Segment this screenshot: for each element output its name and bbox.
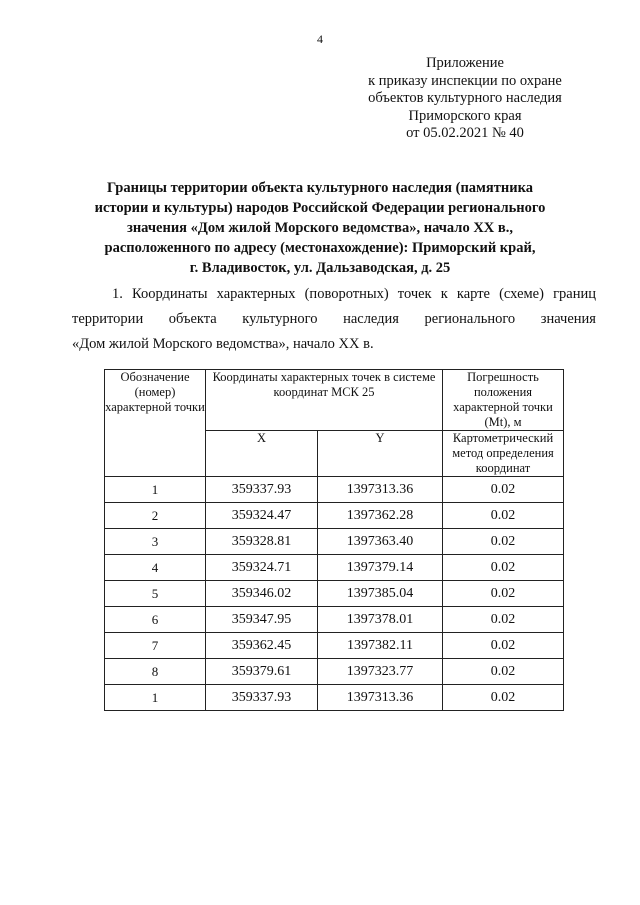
cell-x: 359337.93 — [206, 477, 318, 503]
table-row — [105, 503, 564, 529]
paragraph-word: территории — [72, 311, 144, 327]
cell-y: 1397363.40 — [318, 529, 443, 555]
title-line: г. Владивосток, ул. Дальзаводская, д. 25 — [189, 260, 451, 276]
cell-num: 4 — [105, 555, 206, 581]
title-line: истории и культуры) народов Российской Федерации регионального — [94, 200, 546, 216]
cell-x: 359324.71 — [206, 555, 318, 581]
table-row — [105, 529, 564, 555]
cell-y: 1397362.28 — [318, 503, 443, 529]
cell-x: 359347.95 — [206, 607, 318, 633]
cell-x: 359346.02 — [206, 581, 318, 607]
cell-num: 8 — [105, 659, 206, 685]
cell-y: 1397378.01 — [318, 607, 443, 633]
appendix-block — [350, 55, 580, 143]
cell-x: 359328.81 — [206, 529, 318, 555]
table-row — [105, 581, 564, 607]
appendix-line: к приказу инспекции по охране — [368, 72, 562, 89]
cell-y: 1397323.77 — [318, 659, 443, 685]
cell-y: 1397313.36 — [318, 477, 443, 503]
page-number: 4 — [317, 32, 323, 46]
document-title — [60, 178, 580, 278]
paragraph-word: объекта — [168, 311, 217, 327]
cell-err: 0.02 — [443, 659, 564, 685]
cell-err: 0.02 — [443, 503, 564, 529]
header-error: Погрешность положения характерной точки (Mt), м — [443, 370, 564, 431]
cell-x: 359324.47 — [206, 503, 318, 529]
cell-num: 1 — [105, 477, 206, 503]
table-row — [105, 607, 564, 633]
table-row — [105, 633, 564, 659]
table-row — [105, 477, 564, 503]
title-line: значения «Дом жилой Морского ведомства», начало XX в., — [127, 220, 513, 236]
cell-num: 3 — [105, 529, 206, 555]
header-y: Y — [318, 431, 443, 477]
cell-num: 1 — [105, 685, 206, 711]
cell-err: 0.02 — [443, 607, 564, 633]
paragraph-word: регионального — [424, 311, 516, 327]
table-row — [105, 659, 564, 685]
cell-num: 2 — [105, 503, 206, 529]
cell-err: 0.02 — [443, 529, 564, 555]
cell-x: 359362.45 — [206, 633, 318, 659]
cell-y: 1397385.04 — [318, 581, 443, 607]
cell-x: 359379.61 — [206, 659, 318, 685]
title-line: расположенного по адресу (местонахождение): Приморский край, — [104, 240, 536, 256]
cell-err: 0.02 — [443, 555, 564, 581]
table-row — [105, 685, 564, 711]
cell-num: 7 — [105, 633, 206, 659]
cell-num: 6 — [105, 607, 206, 633]
cell-x: 359337.93 — [206, 685, 318, 711]
paragraph-word: наследия — [343, 311, 399, 327]
paragraph-line — [72, 307, 596, 332]
cell-y: 1397313.36 — [318, 685, 443, 711]
cell-err: 0.02 — [443, 633, 564, 659]
paragraph-word: культурного — [242, 311, 318, 327]
header-x: X — [206, 431, 318, 477]
appendix-line: объектов культурного наследия — [368, 90, 562, 106]
appendix-line: от 05.02.2021 № 40 — [406, 125, 524, 141]
appendix-line: Приморского края — [408, 107, 522, 124]
appendix-line: Приложение — [426, 55, 504, 71]
table-row — [105, 555, 564, 581]
cell-err: 0.02 — [443, 685, 564, 711]
paragraph-word: значения — [540, 311, 596, 327]
title-line: Границы территории объекта культурного наследия (памятника — [106, 180, 533, 196]
paragraph-line: 1. Координаты характерных (поворотных) точек к карте (схеме) границ — [112, 286, 596, 302]
cell-err: 0.02 — [443, 477, 564, 503]
paragraph-line: «Дом жилой Морского ведомства», начало XX в. — [72, 336, 374, 352]
coordinates-table — [104, 369, 564, 711]
cell-err: 0.02 — [443, 581, 564, 607]
header-method: Картометрический метод определения координат — [443, 431, 564, 477]
cell-y: 1397379.14 — [318, 555, 443, 581]
cell-num: 5 — [105, 581, 206, 607]
cell-y: 1397382.11 — [318, 633, 443, 659]
body-paragraph — [72, 282, 596, 357]
header-coordinates: Координаты характерных точек в системе координат МСК 25 — [206, 370, 443, 431]
header-point-number: Обозначение (номер) характерной точки — [105, 370, 206, 477]
